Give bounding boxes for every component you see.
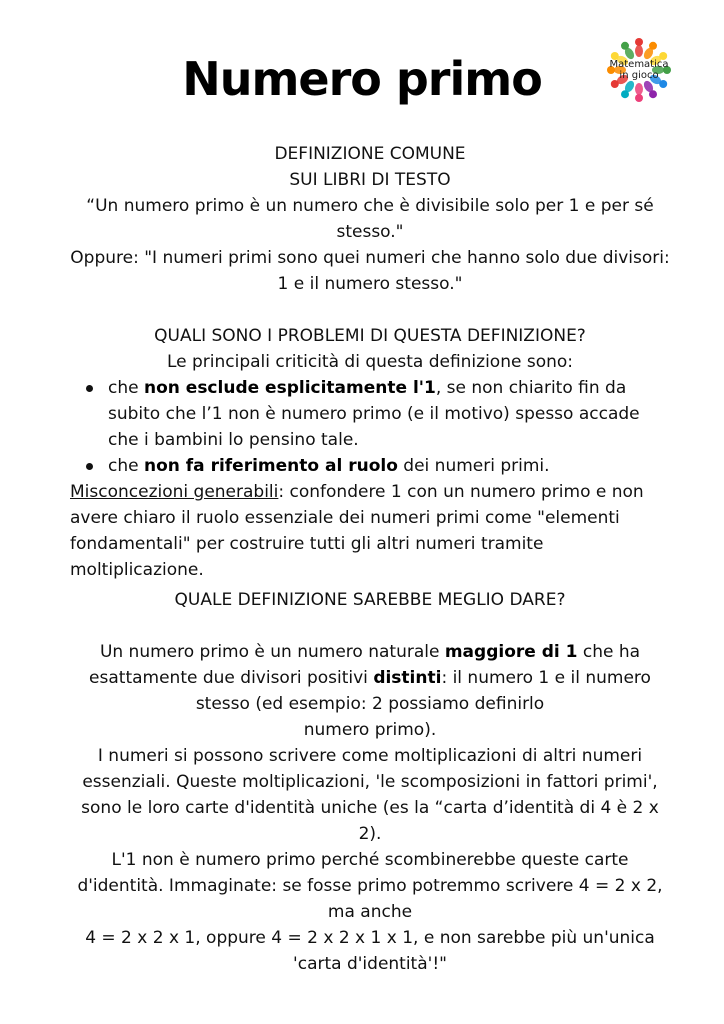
- definition-quote-2: Oppure: "I numeri primi sono quei numeri che hanno solo due divisori: 1 e il numero stesso.": [70, 248, 670, 294]
- criticita-list: [70, 375, 670, 479]
- page-title: Numero primo: [182, 52, 542, 106]
- problemi-intro: Le principali criticità di questa definizione sono:: [166, 352, 574, 372]
- matematica-in-gioco-logo: [603, 34, 675, 106]
- bullet-icon: [86, 463, 93, 470]
- figure-body-icon: [635, 83, 643, 95]
- heading-definizione-comune: DEFINIZIONE COMUNE: [274, 144, 466, 164]
- bullet-text: , se non chiarito fin da subito che l’1 non è numero primo (e il motivo) spesso accade che i bambini lo pensino tale.: [108, 378, 640, 450]
- logo-text-line2: in gioco: [619, 70, 659, 81]
- logo-text-line1: Matematica: [609, 59, 669, 70]
- bullet-text: che: [108, 456, 144, 476]
- bullet-bold-text: non esclude esplicitamente l'1: [143, 378, 436, 398]
- heading-meglio: QUALE DEFINIZIONE SAREBBE MEGLIO DARE?: [174, 590, 566, 610]
- heading-problemi: QUALI SONO I PROBLEMI DI QUESTA DEFINIZIONE?: [154, 326, 586, 346]
- bullet-icon: [86, 385, 93, 392]
- heading-libri-di-testo: SUI LIBRI DI TESTO: [289, 170, 451, 190]
- bullet-text: dei numeri primi.: [397, 456, 550, 476]
- bullet-bold-text: non fa riferimento al ruolo: [143, 456, 398, 476]
- list-item: [108, 375, 670, 453]
- misconcezioni-label: Misconcezioni generabili: [70, 482, 279, 502]
- better-definition-end: numero primo).: [303, 720, 437, 740]
- bold-distinti: distinti: [373, 668, 442, 688]
- scomposizione-paragraph: I numeri si possono scrivere come moltiplicazioni di altri numeri essenziali. Queste moltiplicazioni, 'le scomposizioni in fattori primi', sono le loro carte d'identità uniche (es la “carta d’identità di 4 è 2 x 2).: [81, 746, 659, 844]
- misconcezioni-text: : confondere 1 con un numero primo e non avere chiaro il ruolo essenziale dei numeri primi come "elementi fondamentali" per costruire tutti gli altri numeri tramite moltiplicazione.: [70, 482, 644, 580]
- misconcezioni-paragraph: [70, 479, 670, 583]
- bullet-text: che: [108, 378, 144, 398]
- list-item: [108, 453, 670, 479]
- figure-head-icon: [635, 38, 643, 46]
- text-run: Un numero primo è un numero naturale: [99, 642, 445, 662]
- definition-quote-1: “Un numero primo è un numero che è divisibile solo per 1 e per sé stesso.": [86, 196, 654, 242]
- uno-non-primo-example: 4 = 2 x 2 x 1, oppure 4 = 2 x 2 x 1 x 1, e non sarebbe più un'unica 'carta d'identità'!": [85, 928, 655, 974]
- figure-head-icon: [635, 94, 643, 102]
- main-content: [70, 141, 670, 977]
- uno-non-primo-paragraph: L'1 non è numero primo perché scombinerebbe queste carte d'identità. Immaginate: se fosse primo potremmo scrivere 4 = 2 x 2, ma anche: [77, 850, 663, 922]
- text-run: che ha esattamente due divisori positivi: [89, 642, 641, 688]
- text-run: : il numero 1 e il numero stesso (ed esempio: 2 possiamo definirlo: [195, 668, 651, 714]
- better-definition-paragraph: [70, 639, 670, 717]
- bold-maggiore-di-1: maggiore di 1: [444, 642, 578, 662]
- figure-body-icon: [635, 45, 643, 57]
